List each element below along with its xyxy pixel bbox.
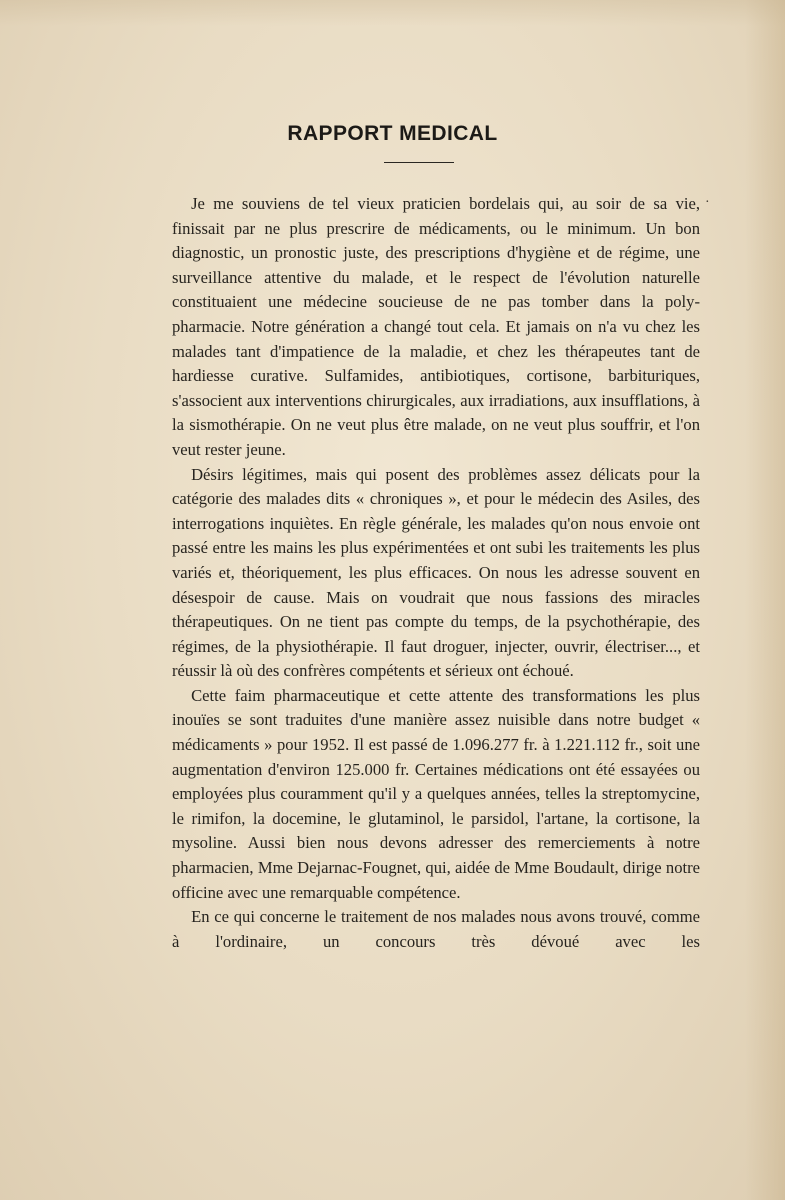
paragraph-3: Cette faim pharmaceutique et cette attente des transformations les plus inouïes se sont traduites d'une manière assez nuisible dans notre budget « médicaments » pour 1952. Il est passé de 1.096.277 fr. à 1.221.112 fr., soit une augmentation d'environ 125.000 fr. Certaines médications ont été essayées ou employées plus couramment qu'il y a quelques années, telles la streptomycine, le rimifon, la docemine, le glutaminol, le parsidol, l'artane, la cortisone, la mysoline. Aussi bien nous devons adresser des remerciements à notre pharmacien, Mme Dejarnac-Fougnet, qui, aidée de Mme Boudault, dirige notre officine avec une remarquable compétence. (172, 685, 700, 902)
paragraph-4: En ce qui concerne le traitement de nos malades nous avons trouvé, comme à l'ordinaire, un concours très dévoué avec les (172, 907, 700, 951)
margin-dot-mark: · (705, 195, 710, 210)
paragraph-1: Je me souviens de tel vieux praticien bordelais qui, au soir de sa vie, finissait par ne plus prescrire de médicaments, ou le minimum. Un bon diagnostic, un pronostic juste, des prescriptions d'hygiène et de régime, une surveillance attentive du malade, et le respect de l'évolution naturelle constituaient une médecine soucieuse de ne pas tomber dans la poly-pharmacie. Notre génération a changé tout cela. Et jamais on n'a vu chez les malades tant d'impatience de la maladie, et chez les thérapeutes tant de hardiesse curative. Sulfamides, antibiotiques, cortisone, barbituriques, s'associent aux interventions chirurgicales, aux irradiations, aux insufflations, à la sismothérapie. On ne veut plus être malade, on ne veut plus souffrir, et l'on veut rester jeune. (172, 194, 700, 459)
body-text (172, 192, 700, 954)
paragraph-2: Désirs légitimes, mais qui posent des problèmes assez délicats pour la catégorie des malades dits « chroniques », et pour le médecin des Asiles, des interrogations inquiètes. En règle générale, les malades qu'on nous envoie ont passé entre les mains les plus expérimentées et ont subi les traitements les plus variés et, théoriquement, les plus efficaces. On nous les adresse souvent en désespoir de cause. Mais on voudrait que nous fassions des miracles thérapeutiques. On ne tient pas compte du temps, de la psychothérapie, des régimes, de la physiothérapie. Il faut droguer, injecter, ouvrir, électriser..., et réussir là où des confrères compétents et sérieux ont échoué. (172, 464, 700, 681)
title-divider (384, 162, 454, 163)
page-title: RAPPORT MEDICAL (287, 122, 498, 145)
